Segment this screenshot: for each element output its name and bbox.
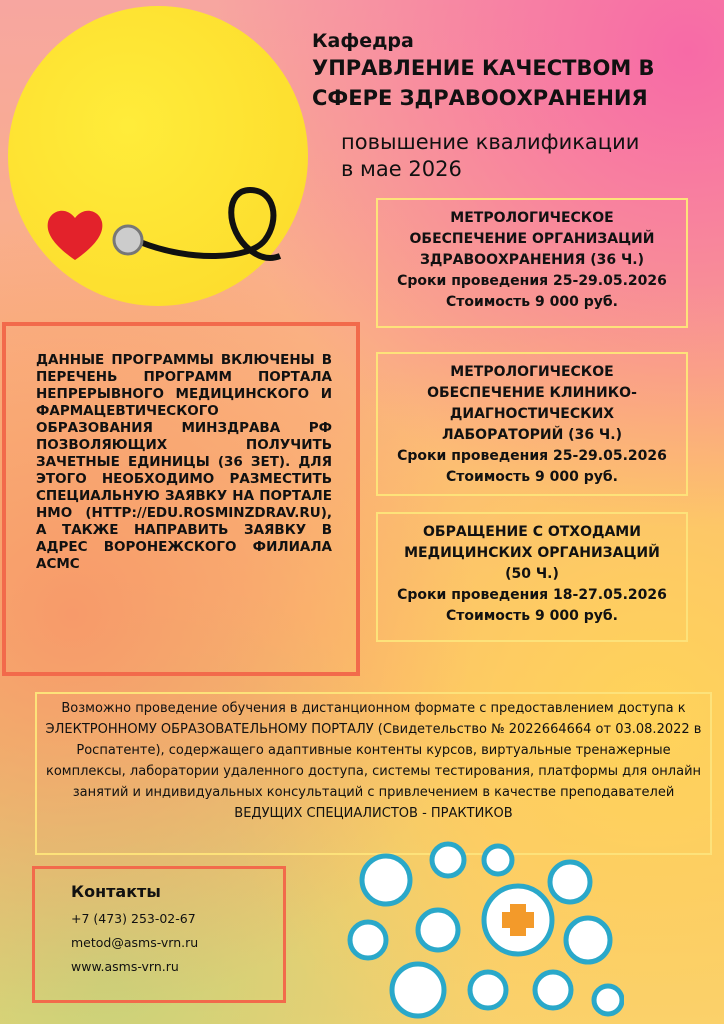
subtitle-line1: повышение квалификации bbox=[341, 130, 640, 154]
course-card bbox=[376, 198, 688, 328]
course-card bbox=[376, 352, 688, 496]
course-title-line: МЕТРОЛОГИЧЕСКОЕ bbox=[450, 364, 614, 380]
distance-learning-box bbox=[35, 692, 712, 855]
nmo-notice-text: ДАННЫЕ ПРОГРАММЫ ВКЛЮЧЕНЫ В ПЕРЕЧЕНЬ ПРОГРАММ ПОРТАЛА НЕПРЕРЫВНОГО МЕДИЦИНСКОГО И ФАРМАЦЕВТИЧЕСКОГО ОБРАЗОВАНИЯ МИНЗДРАВА РФ ПОЗВОЛЯЮЩИХ ПОЛУЧИТЬ ЗАЧЕТНЫЕ ЕДИНИЦЫ (36 ЗЕТ). ДЛЯ ЭТОГО НЕОБХОДИМО РАЗМЕСТИТЬ СПЕЦИАЛЬНУЮ ЗАЯВКУ НА ПОРТАЛЕ НМО (HTTP://EDU.ROSMINZDRAV.RU), А ТАКЖЕ НАПРАВИТЬ ЗАЯВКУ В АДРЕС ВОРОНЕЖСКОГО ФИЛИАЛА АСМС bbox=[36, 352, 332, 572]
course-title-line: ОБЕСПЕЧЕНИЕ ОРГАНИЗАЦИЙ bbox=[409, 231, 655, 247]
course-dates: Сроки проведения 18-27.05.2026 bbox=[397, 587, 667, 603]
stethoscope-icon bbox=[100, 180, 300, 270]
department-name-line2: СФЕРЕ ЗДРАВООХРАНЕНИЯ bbox=[312, 86, 648, 110]
distance-learning-text: Возможно проведение обучения в дистанционном формате с предоставлением доступа к ЭЛЕКТРОННОМУ ОБРАЗОВАТЕЛЬНОМУ ПОРТАЛУ (Свидетельство № 2022664664 от 03.08.2022 в Роспатенте), содержащего адаптивные контенты курсов, виртуальные тренажерные комплексы, лаборатории удаленного доступа, системы тестирования, платформы для онлайн занятий и индивидуальных консультаций с привлечением в качестве преподавателей ВЕДУЩИХ СПЕЦИАЛИСТОВ - ПРАКТИКОВ bbox=[45, 701, 702, 821]
course-title-line: МЕДИЦИНСКИХ ОРГАНИЗАЦИЙ bbox=[404, 545, 660, 561]
course-title-line: МЕТРОЛОГИЧЕСКОЕ bbox=[450, 210, 614, 226]
course-title-line: (50 Ч.) bbox=[505, 566, 559, 582]
course-title-line: ЛАБОРАТОРИЙ (36 Ч.) bbox=[442, 427, 622, 443]
heart-icon bbox=[44, 204, 106, 264]
course-title-line: ОБЕСПЕЧЕНИЕ КЛИНИКО- bbox=[427, 385, 637, 401]
course-title-line: ОБРАЩЕНИЕ С ОТХОДАМИ bbox=[423, 524, 641, 540]
course-card bbox=[376, 512, 688, 642]
contacts-box bbox=[32, 866, 286, 1003]
department-name-line1: УПРАВЛЕНИЕ КАЧЕСТВОМ В bbox=[312, 56, 655, 80]
course-dates: Сроки проведения 25-29.05.2026 bbox=[397, 448, 667, 464]
course-price: Стоимость 9 000 руб. bbox=[446, 469, 618, 485]
course-price: Стоимость 9 000 руб. bbox=[446, 294, 618, 310]
course-dates: Сроки проведения 25-29.05.2026 bbox=[397, 273, 667, 289]
contact-website[interactable]: www.asms-vrn.ru bbox=[71, 959, 179, 974]
course-title-line: ДИАГНОСТИЧЕСКИХ bbox=[449, 406, 615, 422]
subtitle-line2: в мае 2026 bbox=[341, 157, 462, 181]
medical-gears-illustration bbox=[338, 840, 624, 1024]
course-title-line: ЗДРАВООХРАНЕНИЯ (36 Ч.) bbox=[419, 252, 645, 268]
course-price: Стоимость 9 000 руб. bbox=[446, 608, 618, 624]
contact-email[interactable]: metod@asms-vrn.ru bbox=[71, 935, 199, 950]
department-label: Кафедра bbox=[312, 30, 414, 52]
nmo-notice-box bbox=[2, 322, 360, 676]
contact-phone[interactable]: +7 (473) 253-02-67 bbox=[71, 911, 196, 926]
contacts-title: Контакты bbox=[71, 882, 161, 901]
